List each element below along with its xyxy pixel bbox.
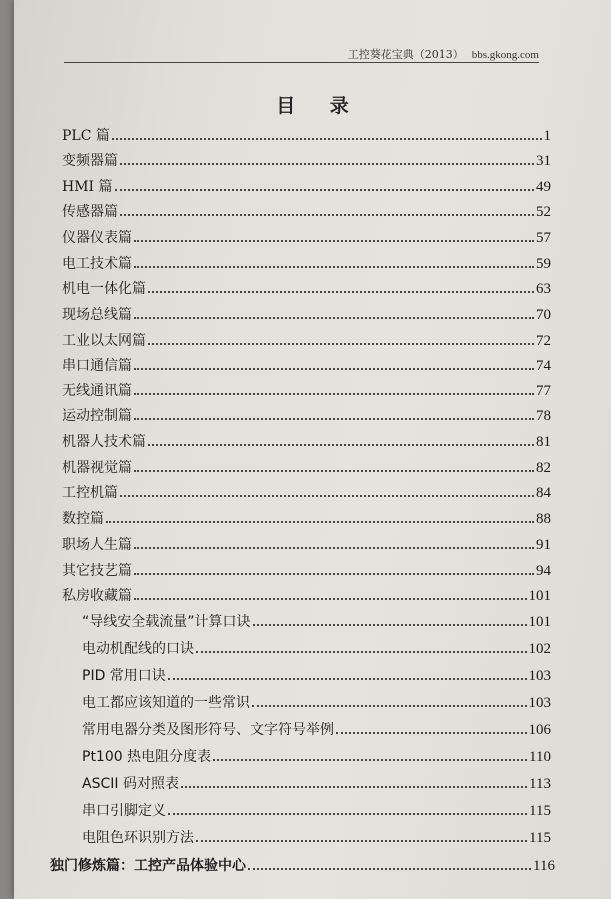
dot-leader — [134, 470, 534, 472]
toc-entry — [82, 773, 551, 793]
toc-entry-label: 机器视觉篇 — [62, 460, 132, 476]
toc-entry-label: 数控篇 — [62, 511, 104, 527]
toc-entry-page: 101 — [528, 614, 551, 630]
dot-leader — [168, 813, 527, 815]
toc-entry-page: 102 — [528, 641, 551, 657]
toc-entry-label: 工业以太网篇 — [62, 333, 146, 349]
toc-entry — [62, 585, 551, 605]
toc-entry — [50, 855, 555, 875]
toc-entry — [82, 638, 551, 658]
dot-leader — [134, 573, 534, 575]
toc-entry-label: 仪器仪表篇 — [62, 230, 132, 246]
toc-entry-page: 113 — [529, 776, 551, 792]
toc-entry-label: 无线通讯篇 — [62, 383, 132, 399]
toc-entry-label: PID 常用口诀 — [82, 668, 166, 684]
toc-entry — [62, 534, 551, 554]
dot-leader — [148, 444, 534, 446]
dot-leader — [336, 732, 527, 734]
dot-leader — [213, 759, 527, 761]
toc-entry — [62, 253, 551, 273]
toc-entry-label: 职场人生篇 — [62, 537, 132, 553]
toc-entry — [62, 278, 551, 298]
dot-leader — [134, 317, 534, 319]
toc-entry-page: 72 — [536, 333, 551, 349]
toc-entry-label: 串口引脚定义 — [82, 803, 166, 819]
toc-entry-label: 机电一体化篇 — [62, 281, 146, 297]
toc-entry-page: 81 — [536, 434, 551, 450]
toc-entry-label: 串口通信篇 — [62, 358, 132, 374]
toc-entry-label: 运动控制篇 — [62, 408, 132, 424]
toc-entry — [62, 431, 551, 451]
dot-leader — [134, 393, 534, 395]
toc-entry-page: 103 — [528, 668, 551, 684]
toc-entry — [62, 150, 551, 170]
dot-leader — [115, 189, 534, 191]
toc-entry — [62, 508, 551, 528]
dot-leader — [181, 786, 527, 788]
toc-entry-page: 101 — [528, 588, 551, 604]
toc-entry-page: 57 — [536, 230, 551, 246]
toc-entry-page: 82 — [536, 460, 551, 476]
toc-entry — [62, 482, 551, 502]
toc-entry-label: HMI 篇 — [62, 179, 113, 195]
toc-entry-label: “导线安全载流量”计算口诀 — [82, 614, 251, 630]
dot-leader — [106, 521, 534, 523]
toc-entry — [62, 201, 551, 221]
toc-entry-label: 电工都应该知道的一些常识 — [82, 695, 250, 711]
toc-entry-label: 电工技术篇 — [62, 256, 132, 272]
dot-leader — [112, 138, 542, 140]
toc-entry — [62, 304, 551, 324]
book-page — [14, 0, 611, 899]
toc-entry-page: 63 — [536, 281, 551, 297]
toc-entry-label: ASCII 码对照表 — [82, 776, 179, 792]
toc-entry-label: Pt100 热电阻分度表 — [82, 749, 212, 765]
toc-entry-label: 其它技艺篇 — [62, 563, 132, 579]
dot-leader — [134, 418, 534, 420]
toc-entry-page: 116 — [533, 858, 555, 874]
toc-entry-label: 电动机配线的口诀 — [82, 641, 194, 657]
toc-entry — [82, 827, 551, 847]
dot-leader — [168, 678, 527, 680]
toc-entry-label: 电阻色环识别方法 — [82, 830, 194, 846]
site-url: bbs.gkong.com — [471, 49, 539, 61]
dot-leader — [120, 495, 534, 497]
toc-entry-page: 74 — [536, 358, 551, 374]
toc-entry-label: 私房收藏篇 — [62, 588, 132, 604]
dot-leader — [253, 624, 527, 626]
toc-entry-label: 独门修炼篇：工控产品体验中心 — [50, 858, 246, 874]
toc-entry-page: 84 — [536, 485, 551, 501]
toc-entry — [62, 125, 551, 145]
dot-leader — [148, 343, 534, 345]
toc-entry — [82, 719, 551, 739]
toc-entry-label: 常用电器分类及图形符号、文字符号举例 — [82, 722, 334, 738]
toc-entry — [62, 457, 551, 477]
toc-entry-page: 70 — [536, 307, 551, 323]
toc-entry-page: 1 — [543, 128, 551, 144]
toc-entry-label: 变频器篇 — [62, 153, 118, 169]
toc-entry-page: 91 — [536, 537, 551, 553]
dot-leader — [148, 291, 534, 293]
toc-entry-page: 115 — [529, 830, 551, 846]
dot-leader — [248, 868, 531, 870]
toc-entry-label: 机器人技术篇 — [62, 434, 146, 450]
toc-entry-page: 31 — [536, 153, 551, 169]
dot-leader — [196, 651, 527, 653]
toc-entry — [82, 692, 551, 712]
toc-entry-page: 115 — [529, 803, 551, 819]
dot-leader — [134, 547, 534, 549]
dot-leader — [120, 163, 534, 165]
toc-entry — [82, 800, 551, 820]
toc-entry — [62, 330, 551, 350]
toc-entry-page: 59 — [536, 256, 551, 272]
toc-entry-page: 78 — [536, 408, 551, 424]
toc-entry — [82, 665, 551, 685]
toc-entry-page: 103 — [528, 695, 551, 711]
dot-leader — [134, 368, 534, 370]
toc-entry-label: 现场总线篇 — [62, 307, 132, 323]
toc-entry — [62, 405, 551, 425]
toc-entry-page: 88 — [536, 511, 551, 527]
toc-entry-page: 94 — [536, 563, 551, 579]
dot-leader — [134, 240, 534, 242]
header-rule — [64, 62, 539, 63]
toc-entry-label: 工控机篇 — [62, 485, 118, 501]
toc-entry-page: 49 — [536, 179, 551, 195]
toc-entry — [62, 560, 551, 580]
toc-entry-page: 52 — [536, 204, 551, 220]
dot-leader — [252, 705, 527, 707]
toc-entry — [62, 176, 551, 196]
toc-entry — [62, 227, 551, 247]
toc-entry — [82, 746, 551, 766]
book-title: 工控葵花宝典（2013） — [347, 48, 464, 61]
toc-entry — [62, 380, 551, 400]
toc-entry-page: 77 — [536, 383, 551, 399]
toc-entry-page: 110 — [529, 749, 551, 765]
dot-leader — [196, 840, 527, 842]
toc-entry-label: PLC 篇 — [62, 128, 110, 144]
dot-leader — [120, 214, 534, 216]
toc-entry — [62, 355, 551, 375]
page-title: 目 录 — [276, 95, 363, 117]
toc-entry-page: 106 — [528, 722, 551, 738]
toc-entry — [82, 611, 551, 631]
running-header — [348, 46, 539, 62]
dot-leader — [134, 598, 527, 600]
toc-entry-label: 传感器篇 — [62, 204, 118, 220]
dot-leader — [134, 266, 534, 268]
